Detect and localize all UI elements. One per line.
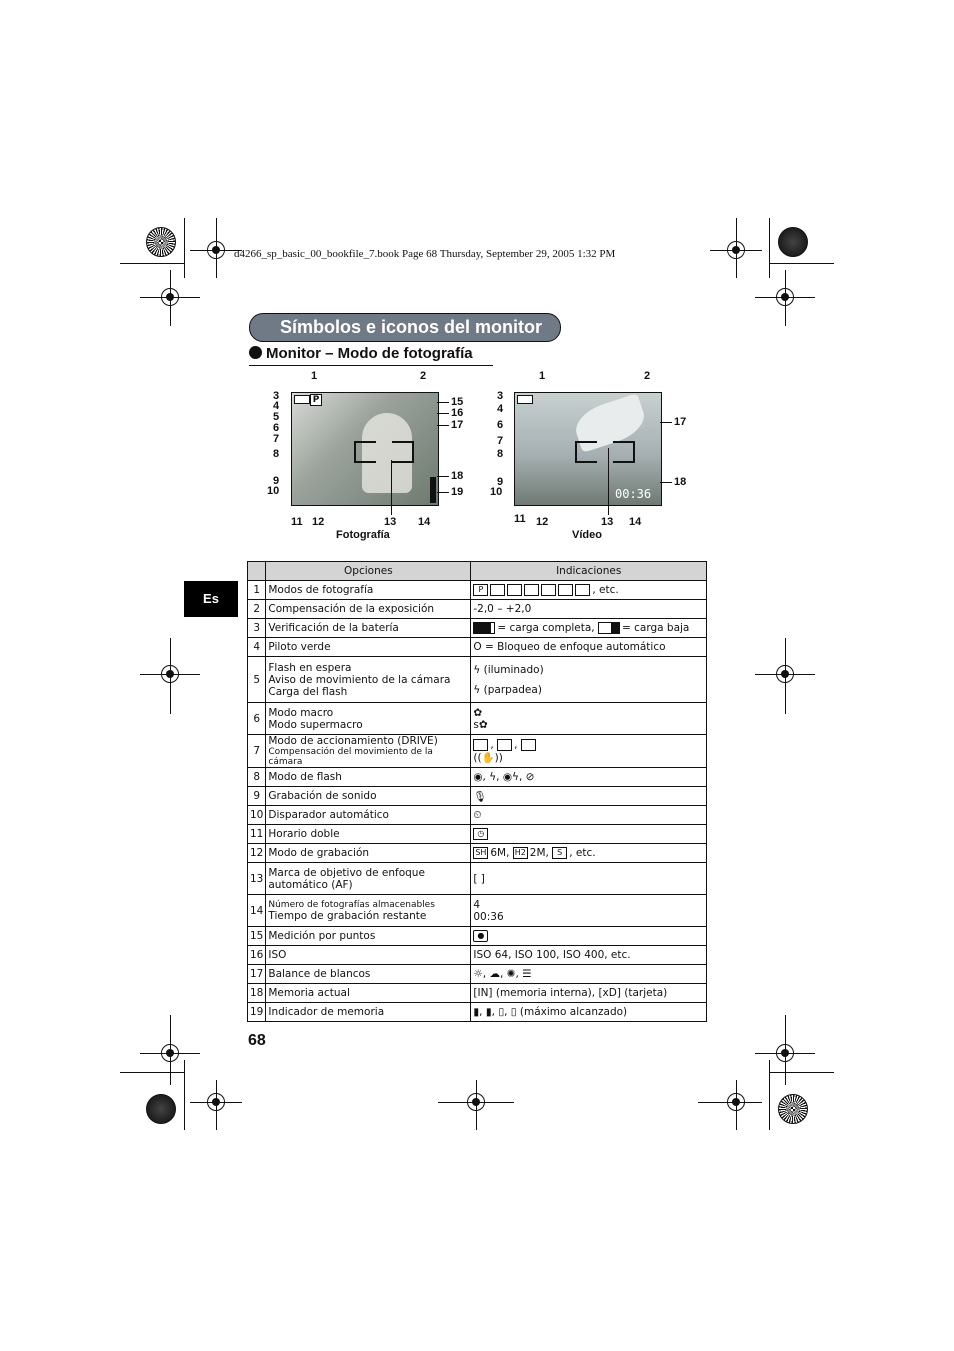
crop-mark	[120, 1072, 184, 1073]
af-bracket-right	[392, 441, 414, 463]
row-option: Grabación de sonido	[266, 787, 471, 806]
row-option-line: automático (AF)	[268, 878, 353, 891]
symbols-table	[247, 561, 707, 1022]
sport-icon	[575, 584, 590, 596]
video-timer: 00:36	[615, 487, 652, 501]
row-option-line: Marca de objetivo de enfoque	[268, 866, 425, 879]
page-title: Símbolos e iconos del monitor	[249, 313, 561, 342]
callout-10: 10	[490, 486, 503, 498]
bullet-icon	[249, 346, 262, 359]
supermacro-icon: s✿	[473, 718, 488, 731]
row-number: 11	[248, 825, 266, 844]
s-quality-icon: S	[552, 847, 567, 859]
table-header-row	[248, 562, 707, 581]
row-indication	[471, 825, 707, 844]
leader-line	[608, 448, 609, 515]
table-row	[248, 787, 707, 806]
row-number: 12	[248, 844, 266, 863]
row-indication	[471, 703, 707, 735]
crop-mark	[184, 1060, 185, 1130]
table-row	[248, 703, 707, 735]
row-indication	[471, 806, 707, 825]
table-row	[248, 768, 707, 787]
callout-6: 6	[273, 422, 280, 434]
callout-9: 9	[497, 476, 504, 488]
crop-mark	[170, 1015, 171, 1085]
callout-8: 8	[497, 448, 504, 460]
p-mode-icon: P	[310, 394, 322, 406]
table-row	[248, 806, 707, 825]
flash-icon: ϟ	[473, 683, 481, 696]
row-option: Modo de grabación	[266, 844, 471, 863]
crop-mark	[785, 270, 786, 326]
memory-bar-icon	[430, 477, 436, 503]
row-option: Modo de flash	[266, 768, 471, 787]
row-number: 7	[248, 735, 266, 768]
red-eye-slow-icon: ◉ϟ	[502, 771, 519, 783]
row-indication: ☼, ☁, ✺, ☰	[471, 965, 707, 984]
crop-mark	[216, 1080, 217, 1130]
leader-line	[437, 476, 449, 477]
callout-2: 2	[420, 370, 427, 382]
program-mode-icon: P	[473, 584, 488, 596]
row-number: 6	[248, 703, 266, 735]
row-indication: [ ]	[471, 863, 707, 895]
sequential-icon	[497, 739, 512, 751]
callout-17: 17	[451, 419, 464, 431]
crop-mark	[736, 1080, 737, 1130]
row-indication-text: (parpadea)	[483, 683, 542, 696]
row-option: Medición por puntos	[266, 927, 471, 946]
row-number: 17	[248, 965, 266, 984]
macro-icon: ✿	[473, 706, 483, 719]
flash-icon: ϟ	[473, 663, 481, 676]
row-number: 4	[248, 638, 266, 657]
row-option: Indicador de memoria	[266, 1003, 471, 1022]
row-option	[266, 735, 471, 768]
leader-line	[660, 482, 672, 483]
row-number: 14	[248, 895, 266, 927]
section-underline	[249, 365, 493, 366]
row-option	[266, 895, 471, 927]
memory-partial-icon: ▮	[485, 1006, 492, 1018]
callout-9: 9	[273, 475, 280, 487]
callout-15: 15	[451, 396, 464, 408]
table-header-indications: Indicaciones	[471, 562, 707, 581]
row-indication	[471, 927, 707, 946]
leader-line	[437, 425, 449, 426]
memory-high-icon: ▯	[498, 1006, 505, 1018]
callout-19: 19	[451, 486, 464, 498]
crop-mark	[769, 218, 770, 278]
table-row	[248, 638, 707, 657]
leader-line	[437, 492, 449, 493]
row-number: 9	[248, 787, 266, 806]
night-portrait-icon	[558, 584, 573, 596]
row-option-line: Compensación del movimiento de la cámara	[268, 747, 433, 767]
row-indication-text: = carga completa,	[497, 622, 595, 634]
cloudy-icon: ☁	[489, 968, 500, 980]
leader-line	[437, 413, 449, 414]
crop-mark	[170, 270, 171, 326]
leader-line	[391, 460, 392, 515]
table-row	[248, 657, 707, 703]
section-heading	[249, 345, 473, 362]
row-indication-text: = carga baja	[622, 622, 690, 634]
af-bracket-left	[575, 441, 597, 463]
crop-mark	[785, 638, 786, 714]
header-text: d4266_sp_basic_00_bookfile_7.book Page 68 Thursday, September 29, 2005 1:32 PM	[234, 248, 616, 260]
row-option-line: Modo de accionamiento (DRIVE)	[268, 735, 438, 747]
callout-1: 1	[311, 370, 318, 382]
callout-7: 7	[497, 435, 504, 447]
row-option	[266, 657, 471, 703]
row-option-line: Modo macro	[268, 706, 334, 719]
row-number: 19	[248, 1003, 266, 1022]
callout-14: 14	[629, 516, 642, 528]
landscape-portrait-icon	[524, 584, 539, 596]
stabilizer-icon: ((✋))	[473, 751, 503, 764]
video-caption: Vídeo	[572, 529, 602, 541]
table-header-number	[248, 562, 266, 581]
registration-gray-icon	[778, 227, 808, 257]
row-indication: [IN] (memoria interna), [xD] (tarjeta)	[471, 984, 707, 1003]
callout-11: 11	[291, 516, 303, 528]
portrait-icon	[490, 584, 505, 596]
row-indication: , , ((✋))	[471, 735, 707, 768]
row-option: Balance de blancos	[266, 965, 471, 984]
row-indication-text: (máximo alcanzado)	[519, 1006, 628, 1018]
row-option-line: Número de fotografías almacenables	[268, 899, 435, 910]
row-option: Horario doble	[266, 825, 471, 844]
battery-icon	[517, 395, 533, 404]
row-number: 10	[248, 806, 266, 825]
table-row	[248, 946, 707, 965]
callout-4: 4	[497, 403, 504, 415]
row-option-line: Modo supermacro	[268, 718, 363, 731]
row-indication: ◉, ϟ, ◉ϟ, ⊘	[471, 768, 707, 787]
row-number: 2	[248, 600, 266, 619]
h2-quality-icon: H2	[514, 848, 526, 857]
photo-caption: Fotografía	[336, 529, 390, 541]
row-indication	[471, 657, 707, 703]
row-number: 1	[248, 581, 266, 600]
crop-mark	[698, 1102, 762, 1103]
callout-3: 3	[497, 390, 504, 402]
callout-1: 1	[539, 370, 546, 382]
callout-7: 7	[273, 433, 280, 445]
row-indication-text: 6M,	[490, 847, 510, 859]
row-number: 16	[248, 946, 266, 965]
spot-metering-icon: ●	[473, 930, 488, 942]
sh-quality-icon: SH	[475, 848, 487, 857]
row-option-line: Tiempo de grabación restante	[268, 909, 427, 922]
callout-8: 8	[273, 448, 280, 460]
landscape-icon	[507, 584, 522, 596]
table-row	[248, 895, 707, 927]
single-shot-icon	[473, 739, 488, 751]
callout-3: 3	[273, 390, 280, 402]
callout-5: 5	[273, 411, 280, 423]
row-indication: ISO 64, ISO 100, ISO 400, etc.	[471, 946, 707, 965]
crop-mark	[120, 263, 184, 264]
callout-17: 17	[674, 416, 687, 428]
dual-time-icon: ◷	[473, 828, 488, 840]
table-row	[248, 1003, 707, 1022]
row-indication	[471, 844, 707, 863]
callout-10: 10	[267, 485, 280, 497]
row-indication	[471, 787, 707, 806]
row-indication-line: 4	[473, 898, 481, 911]
leader-line	[437, 402, 449, 403]
section-heading-text: Monitor – Modo de fotografía	[266, 345, 473, 362]
row-indication: O = Bloqueo de enfoque automático	[471, 638, 707, 657]
row-indication	[471, 581, 707, 600]
af-bracket-right	[613, 441, 635, 463]
row-indication-text: 2M,	[529, 847, 549, 859]
row-indication: -2,0 – +2,0	[471, 600, 707, 619]
high-speed-sequential-icon	[521, 739, 536, 751]
fill-flash-icon: ϟ	[489, 771, 497, 783]
microphone-icon: 🎙	[473, 790, 487, 803]
callout-16: 16	[451, 407, 464, 419]
callout-13: 13	[384, 516, 397, 528]
table-row	[248, 984, 707, 1003]
row-number: 8	[248, 768, 266, 787]
row-option: Memoria actual	[266, 984, 471, 1003]
self-timer-icon: ⏲	[473, 808, 482, 821]
row-indication-text: (iluminado)	[483, 663, 544, 676]
photo-monitor-screen	[291, 392, 439, 506]
row-indication-line: 00:36	[473, 910, 504, 923]
callout-18: 18	[674, 476, 687, 488]
memory-empty-icon: ▮	[473, 1006, 480, 1018]
table-header-options: Opciones	[266, 562, 471, 581]
callout-13: 13	[601, 516, 614, 528]
table-row	[248, 844, 707, 863]
row-option: Verificación de la batería	[266, 619, 471, 638]
sunny-icon: ☼	[473, 968, 483, 980]
row-option	[266, 703, 471, 735]
row-number: 5	[248, 657, 266, 703]
night-scene-icon	[541, 584, 556, 596]
callout-11: 11	[514, 513, 526, 525]
row-option: Piloto verde	[266, 638, 471, 657]
row-option: ISO	[266, 946, 471, 965]
crop-mark	[769, 1060, 770, 1130]
row-indication	[471, 619, 707, 638]
table-row	[248, 863, 707, 895]
flash-off-icon: ⊘	[525, 771, 535, 783]
callout-6: 6	[497, 419, 504, 431]
table-row	[248, 735, 707, 768]
callout-2: 2	[644, 370, 651, 382]
video-monitor-screen	[514, 392, 662, 506]
callout-4: 4	[273, 400, 280, 412]
row-option	[266, 863, 471, 895]
red-eye-icon: ◉	[473, 771, 483, 783]
leader-line	[660, 422, 672, 423]
crop-mark	[476, 1080, 477, 1130]
language-tab: Es	[184, 581, 238, 617]
callout-14: 14	[418, 516, 431, 528]
callout-18: 18	[451, 470, 464, 482]
registration-star-icon	[146, 227, 176, 257]
tungsten-icon: ✺	[506, 968, 516, 980]
crop-mark	[785, 1015, 786, 1085]
callout-12: 12	[536, 516, 549, 528]
row-option: Disparador automático	[266, 806, 471, 825]
page-number: 68	[248, 1032, 266, 1049]
table-row	[248, 825, 707, 844]
row-number: 3	[248, 619, 266, 638]
crop-mark	[216, 218, 217, 278]
crop-mark	[770, 263, 834, 264]
row-indication: ▮, ▮, ▯, ▯ (máximo alcanzado)	[471, 1003, 707, 1022]
row-number: 13	[248, 863, 266, 895]
row-number: 18	[248, 984, 266, 1003]
row-number: 15	[248, 927, 266, 946]
crop-mark	[184, 218, 185, 278]
table-row	[248, 581, 707, 600]
row-option-line: Flash en espera	[268, 661, 352, 674]
callout-12: 12	[312, 516, 325, 528]
row-option: Compensación de la exposición	[266, 600, 471, 619]
crop-mark	[170, 638, 171, 714]
row-indication-text: , etc.	[569, 847, 596, 859]
crop-mark	[736, 218, 737, 278]
registration-gray-icon	[146, 1094, 176, 1124]
table-row	[248, 619, 707, 638]
table-row	[248, 600, 707, 619]
row-indication-text: , etc.	[592, 584, 619, 596]
table-row	[248, 927, 707, 946]
battery-icon	[294, 395, 310, 404]
row-indication	[471, 895, 707, 927]
table-row	[248, 965, 707, 984]
memory-full-icon: ▯	[510, 1006, 517, 1018]
af-bracket-left	[354, 441, 376, 463]
crop-mark	[770, 1072, 834, 1073]
registration-star-icon	[778, 1094, 808, 1124]
row-option-line: Aviso de movimiento de la cámara	[268, 673, 451, 686]
battery-full-icon	[473, 622, 495, 634]
battery-low-icon	[598, 622, 620, 634]
row-option: Modos de fotografía	[266, 581, 471, 600]
fluorescent-icon: ☰	[522, 968, 532, 980]
row-option-line: Carga del flash	[268, 685, 348, 698]
